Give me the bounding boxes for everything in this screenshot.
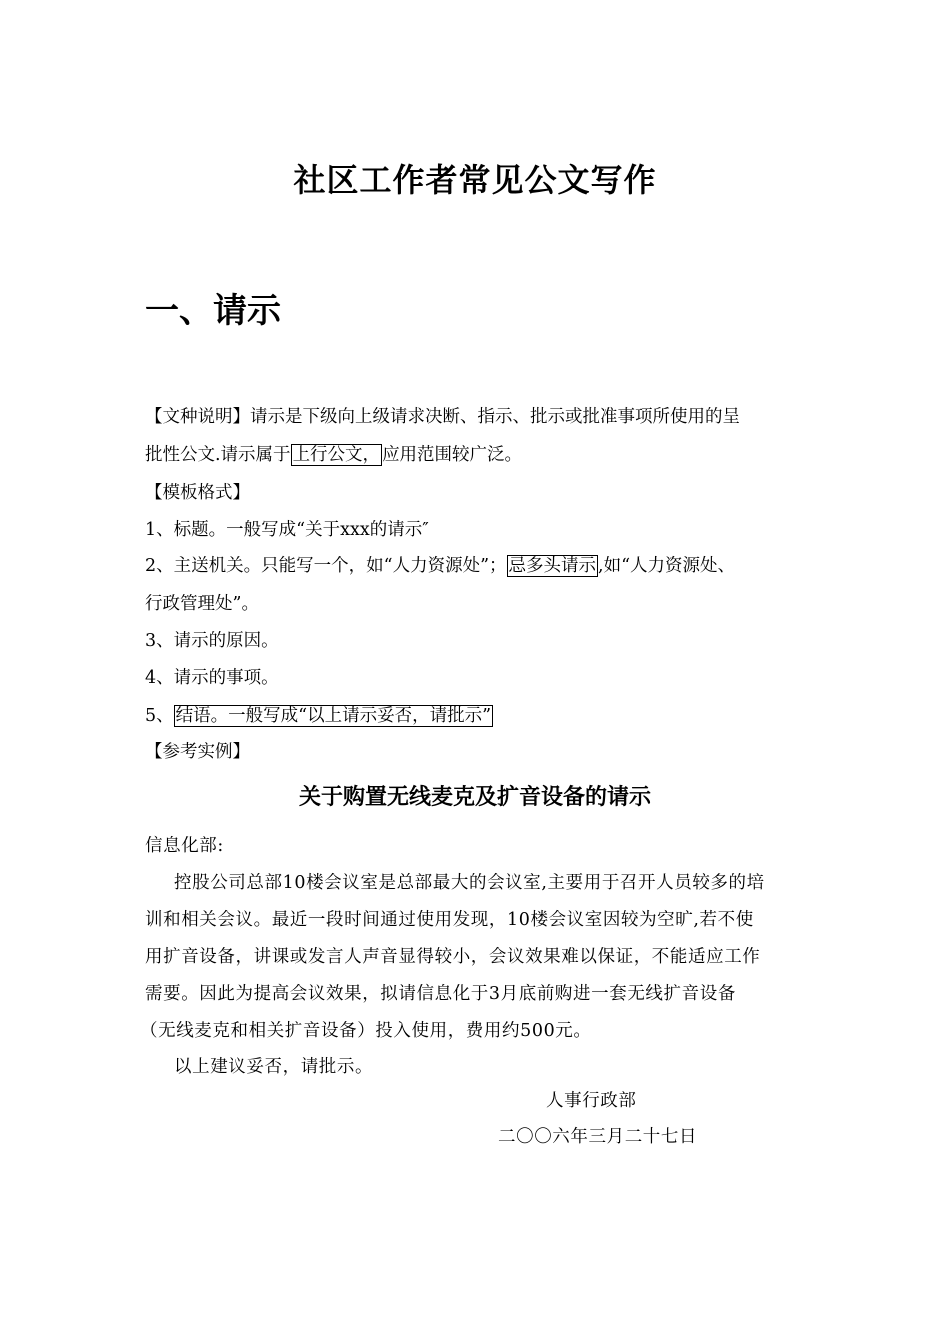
template-item-2-end: ,如“人力资源处、	[598, 556, 736, 576]
intro-line-2-start: 批性公文.请示属于	[145, 445, 291, 465]
body-line-3: 用扩音设备，讲课或发言人声音显得较小，会议效果难以保证，不能适应工作	[145, 947, 761, 967]
template-item-1: 1、标题。一般写成“关于xxx的请示″	[145, 520, 429, 540]
template-item-4: 4、请示的事项。	[145, 668, 279, 688]
boxed-upward-document: 上行公文，	[292, 445, 381, 465]
template-item-5-number: 5、	[145, 706, 174, 726]
boxed-closing-phrase: 结语。一般写成“以上请示妥否，请批示”	[175, 706, 492, 726]
intro-line-1: 【文种说明】请示是下级向上级请求决断、指示、批示或批准事项所使用的呈	[145, 407, 740, 427]
recipient: 信息化部:	[145, 836, 224, 856]
signature-date: 二〇〇六年三月二十七日	[498, 1127, 698, 1147]
template-item-2-continued: 行政管理处”。	[145, 594, 259, 614]
body-line-1: 控股公司总部10楼会议室是总部最大的会议室,主要用于召开人员较多的培	[174, 873, 765, 893]
page-title: 社区工作者常见公文写作	[293, 161, 657, 199]
template-label: 【模板格式】	[145, 483, 250, 503]
intro-line-2	[145, 441, 522, 466]
template-item-3: 3、请示的原因。	[145, 631, 279, 651]
signature-department: 人事行政部	[546, 1091, 637, 1111]
body-line-2: 训和相关会议。最近一段时间通过使用发现，10楼会议室因较为空旷,若不使	[145, 910, 754, 930]
closing-line: 以上建议妥否，请批示。	[174, 1057, 374, 1077]
template-item-2	[145, 552, 735, 577]
boxed-no-multiple-requests: 忌多头请示	[508, 556, 597, 576]
section-heading: 一、请示	[145, 291, 281, 331]
intro-line-2-end: 应用范围较广泛。	[382, 445, 523, 465]
template-item-5	[145, 702, 493, 727]
body-line-5: （无线麦克和相关扩音设备）投入使用，费用约500元。	[140, 1021, 592, 1041]
body-line-4: 需要。因此为提高会议效果，拟请信息化于3月底前购进一套无线扩音设备	[145, 984, 736, 1004]
example-title: 关于购置无线麦克及扩音设备的请示	[298, 784, 651, 810]
template-item-2-start: 2、主送机关。只能写一个，如“人力资源处”；	[145, 556, 507, 576]
example-label: 【参考实例】	[145, 742, 250, 762]
